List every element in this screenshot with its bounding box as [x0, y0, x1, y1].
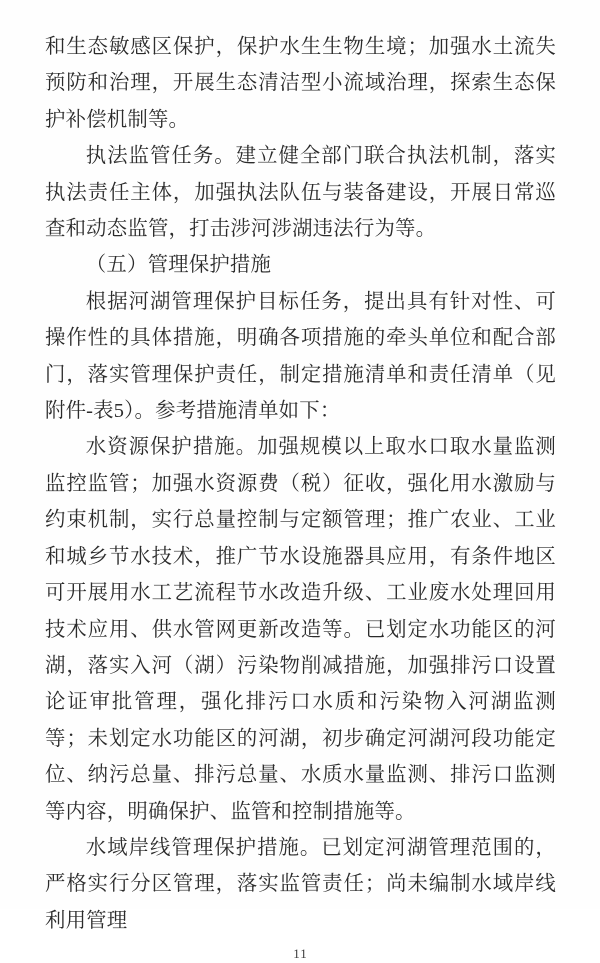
paragraph-enforcement-supervision: 执法监管任务。建立健全部门联合执法机制，落实执法责任主体，加强执法队伍与装备建设，开展日常巡查和动态监管，打击涉河涉湖违法行为等。: [45, 145, 556, 241]
paragraph-measure-overview: 根据河湖管理保护目标任务，提出具有针对性、可操作性的具体措施，明确各项措施的牵头单位和配合部门，落实管理保护责任，制定措施清单和责任清单（见附件-表5）。参考措施清单如下：: [45, 290, 556, 423]
page-number: 11: [293, 946, 308, 962]
section-heading-management-protection: （五）管理保护措施: [85, 254, 272, 277]
document-body: [45, 29, 556, 939]
paragraph-water-resource-protection: 水资源保护措施。加强规模以上取水口取水量监测监控监管；加强水资源费（税）征收，强化用水激励与约束机制，实行总量控制与定额管理；推广农业、工业和城乡节水技术，推广节水设施器具应用，有条件地区可开展用水工艺流程节水改造升级、工业废水处理回用技术应用、供水管网更新改造等。已划定水功能区的河湖，落实入河（湖）污染物削减措施，加强排污口设置论证审批管理，强化排污口水质和污染物入河湖监测等；未划定水功能区的河湖，初步确定河湖河段功能定位、纳污总量、排污总量、水质水量监测、排污口监测等内容，明确保护、监管和控制措施等。: [45, 436, 556, 823]
paragraph-ecology-continuation: 和生态敏感区保护，保护水生生物生境；加强水土流失预防和治理，开展生态清洁型小流域治理，探索生态保护补偿机制等。: [45, 36, 556, 131]
paragraph-shoreline-management: 水域岸线管理保护措施。已划定河湖管理范围的，严格实行分区管理，落实监管责任；尚未编制水域岸线利用管理: [45, 836, 556, 932]
